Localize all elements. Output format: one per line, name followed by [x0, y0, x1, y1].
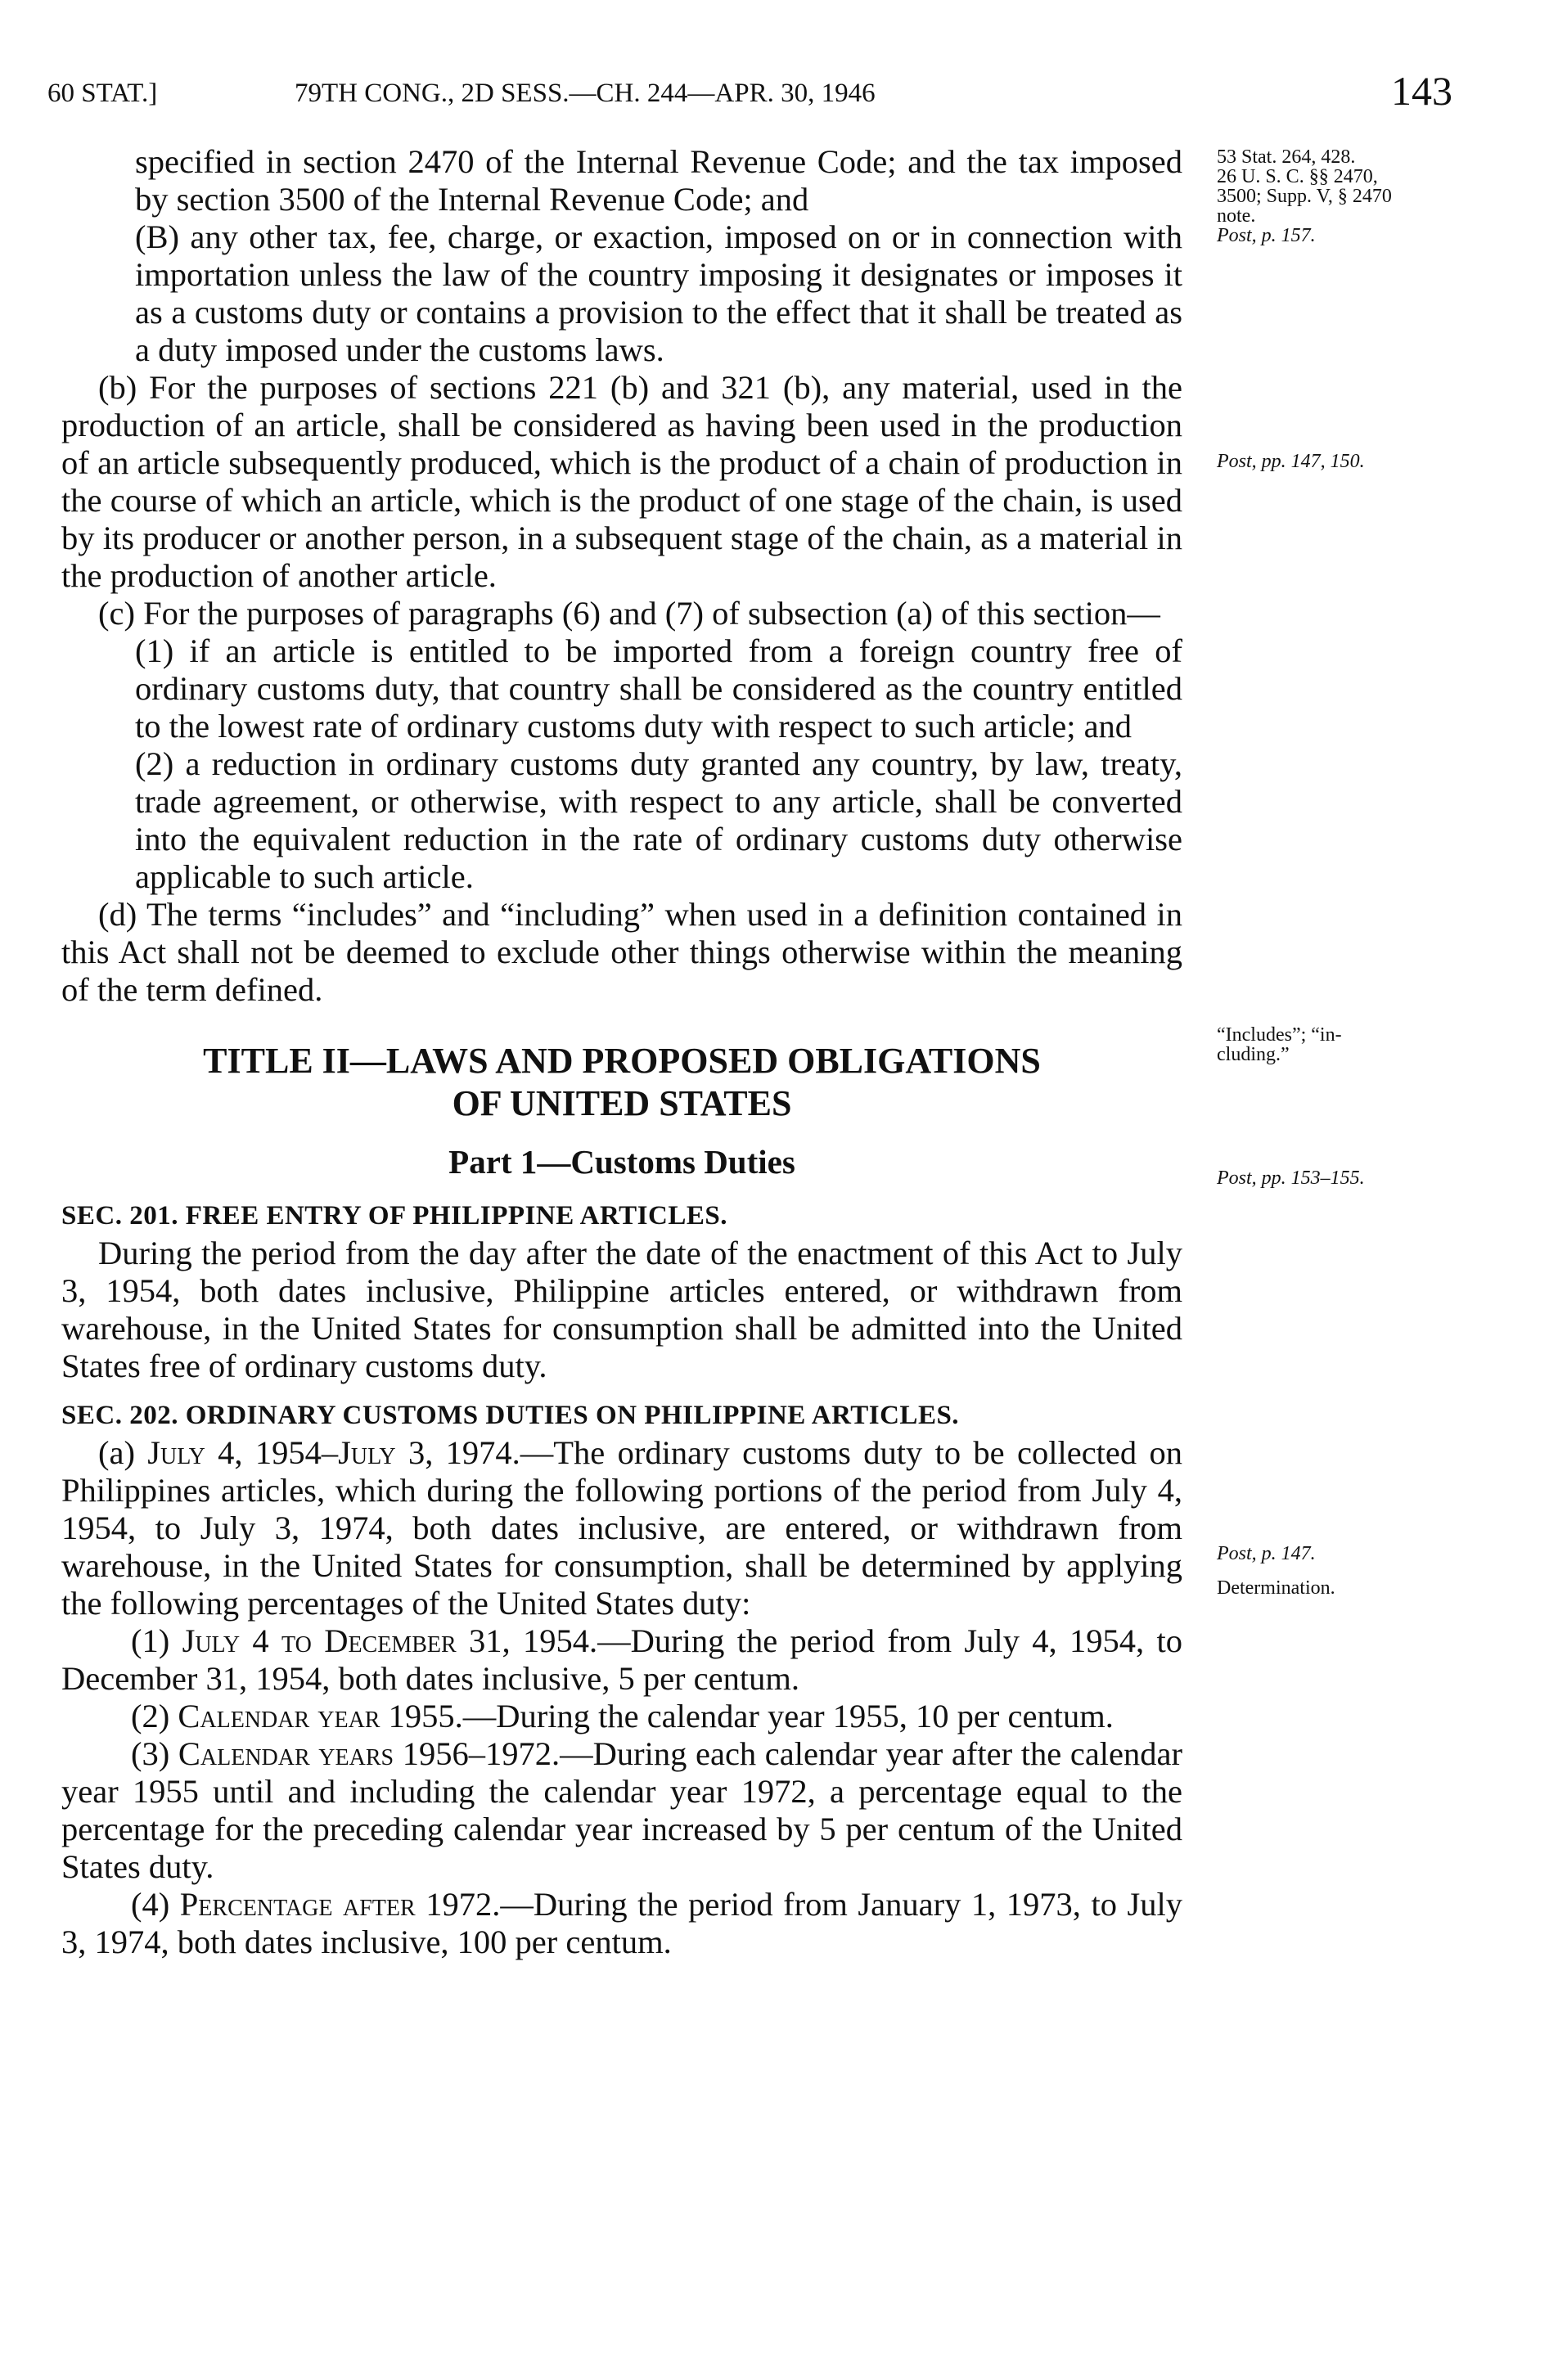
section-202-a-caption: July 4, 1954–July 3, 1974. [147, 1434, 520, 1471]
title-heading [61, 1040, 1182, 1125]
item-1-label: (1) [131, 1622, 182, 1659]
part-heading: Part 1—Customs Duties [448, 1143, 795, 1181]
item-2-caption: Calendar year 1955. [178, 1698, 463, 1734]
margin-note-definition [1217, 1025, 1342, 1064]
margin-note-title-reference: Post, pp. 153–155. [1217, 1168, 1365, 1189]
title-line-2: OF UNITED STATES [452, 1083, 792, 1123]
paragraph-B: (B) any other tax, fee, charge, or exaction, imposed on or in connection with importation unless the law of the country imposing it designates or imposes it as a customs duty or contains a provision to the effect that it shall be treated as a duty imposed under the customs laws. [135, 218, 1182, 368]
main-text [61, 143, 1182, 1961]
title-line-1: TITLE II—LAWS AND PROPOSED OBLIGATIONS [203, 1041, 1041, 1081]
margin-note-statute-reference [1217, 147, 1392, 245]
paragraph-c2: (2) a reduction in ordinary customs duty granted any country, by law, treaty, trade agreement, or otherwise, with respect to any article, shall be converted into the equivalent reduction in the rate of ordinary customs duty otherwise applicable to such article. [135, 745, 1182, 895]
page-number: 143 [1391, 68, 1452, 114]
margin-note-1-post: Post, p. 157. [1217, 225, 1316, 246]
volume-reference: 60 STAT.] [47, 79, 158, 108]
item-3 [61, 1735, 1182, 1886]
item-1-caption: July 4 to December 31, 1954. [182, 1622, 598, 1659]
section-202-a [61, 1434, 1182, 1622]
item-2-label: (2) [131, 1698, 178, 1734]
item-4-text: —During the period from January 1, 1973, to July 3, 1974, both dates inclusive, 100 per centum. [61, 1886, 1183, 1960]
session-reference: 79TH CONG., 2D SESS.—CH. 244—APR. 30, 1946 [295, 79, 876, 108]
item-4 [61, 1886, 1182, 1961]
paragraph-d: (d) The terms “includes” and “including” when used in a definition contained in this Act shall not be deemed to exclude other things otherwise within the meaning of the term defined. [61, 896, 1182, 1008]
running-header [0, 67, 1549, 116]
section-201-heading: SEC. 201. FREE ENTRY OF PHILIPPINE ARTICLES. [61, 1201, 727, 1230]
item-2-text: —During the calendar year 1955, 10 per centum. [462, 1698, 1114, 1734]
item-3-label: (3) [131, 1735, 178, 1772]
paragraph-c1: (1) if an article is entitled to be imported from a foreign country free of ordinary customs duty, that country shall be considered as the country entitled to the lowest rate of ordinary customs duty with respect to such article; and [135, 632, 1182, 745]
section-202-heading: SEC. 202. ORDINARY CUSTOMS DUTIES ON PHILIPPINE ARTICLES. [61, 1401, 960, 1430]
section-201-text: During the period from the day after the date of the enactment of this Act to July 3, 1954, both dates inclusive, Philippine articles entered, or withdrawn from warehouse, in the United States for consumption shall be admitted into the United States free of ordinary customs duty. [61, 1235, 1182, 1384]
paragraph-c: (c) For the purposes of paragraphs (6) and (7) of subsection (a) of this section— [98, 595, 1160, 632]
margin-note-1-line-2: 26 U. S. C. §§ 2470, [1217, 166, 1378, 187]
margin-note-determination: Determination. [1217, 1577, 1335, 1599]
item-3-text: —During each calendar year after the calendar year 1955 until and including the calendar year 1972, a percentage equal to the percentage for the preceding calendar year increased by 5 per centum of the United States duty. [61, 1735, 1182, 1885]
paragraph-a5-continuation: specified in section 2470 of the Internal Revenue Code; and the tax imposed by section 3500 of the Internal Revenue Code; and [135, 143, 1182, 218]
margin-note-section-202-reference: Post, p. 147. [1217, 1543, 1316, 1564]
item-4-label: (4) [131, 1886, 180, 1923]
item-4-caption: Percentage after 1972. [179, 1886, 501, 1923]
margin-note-1-line-1: 53 Stat. 264, 428. [1217, 146, 1356, 168]
margin-note-1-line-3: 3500; Supp. V, § 2470 [1217, 186, 1392, 207]
margin-note-1-line-4: note. [1217, 205, 1256, 227]
item-3-caption: Calendar years 1956–1972. [178, 1735, 561, 1772]
item-1-text: —During the period from July 4, 1954, to December 31, 1954, both dates inclusive, 5 per centum. [61, 1622, 1182, 1697]
paragraph-b: (b) For the purposes of sections 221 (b) and 321 (b), any material, used in the production of an article, shall be considered as having been used in the production of an article subsequently produced, which is the product of a chain of production in the course of which an article, which is the product of one stage of the chain, is used by its producer or another person, in a subsequent stage of the chain, as a material in the production of another article. [61, 369, 1182, 594]
margin-note-post-reference: Post, pp. 147, 150. [1217, 451, 1365, 472]
item-2 [61, 1698, 1182, 1735]
section-202-a-label: (a) [98, 1434, 148, 1471]
margin-note-3-line-2: cluding.” [1217, 1044, 1290, 1065]
section-202-a-text: —The ordinary customs duty to be collected on Philippines articles, which during the following portions of the period from July 4, 1954, to July 3, 1974, both dates inclusive, are entered, or withdrawn from warehouse, in the United States for consumption, shall be determined by applying the following percentages of the United States duty: [61, 1434, 1182, 1622]
margin-note-3-line-1: “Includes”; “in- [1217, 1024, 1342, 1046]
item-1 [61, 1622, 1182, 1698]
